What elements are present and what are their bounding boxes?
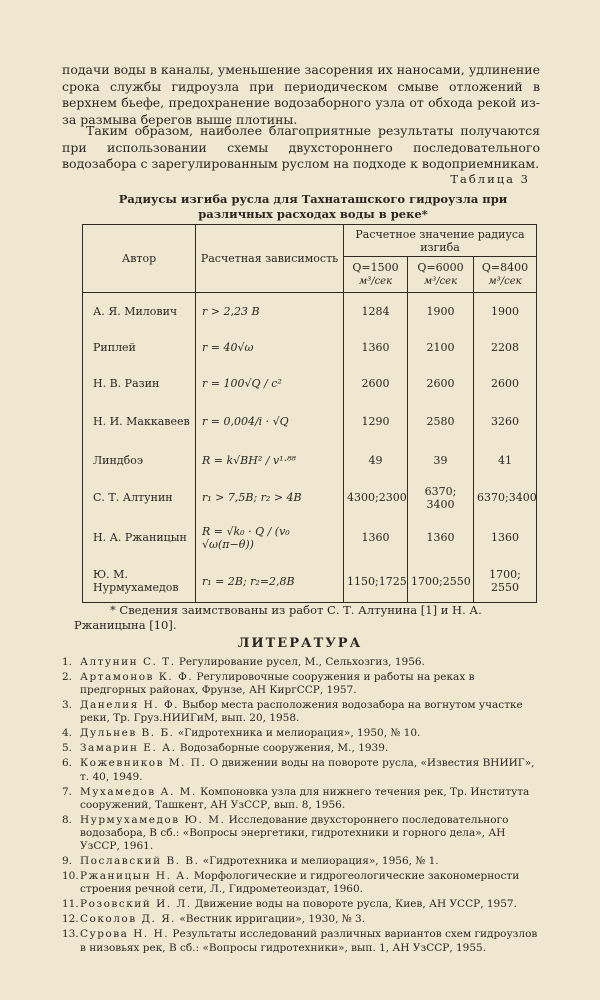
header-author: Автор [83,225,196,293]
list-item: 9. Пославский В. В. «Гидротехника и мелиорация», 1956, № 1. [62,855,439,868]
header-q6000: Q=6000 м³/сек [408,257,474,293]
list-item: 8. Нурмухамедов Ю. М. Исследование двухстороннего последовательного водозабора, В сб.: «Вопросы энергетики, гидротехники и горного дела», АН УзССР, 1961. [62,813,509,853]
list-item: 2. Артамонов К. Ф. Регулировочные сооружения и работы на реках в предгорных районах, Фрунзе, АН КиргССР, 1957. [62,671,475,697]
table-label: Таблица 3 [450,172,530,186]
table-footnote: * Сведения заимствованы из работ С. Т. Алтунина [1] и Н. А. Ржаницына [10]. [74,603,482,632]
header-formula: Расчетная зависимость [196,225,344,293]
header-q1500: Q=1500 м³/сек [344,257,408,293]
paragraph-continuation: подачи воды в каналы, уменьшение засорения их наносами, удлинение срока службы гидроузла при периодическом смыве отложений в верхнем бьефе, предохранение водозаборного узла от обхода рекой из-за размыва берегов выше плотины. [62,62,540,127]
table-row: Ю. М. Нурмухамедов r₁ = 2B; r₂=2,8B 1150;1725 1700;2550 1700; 2550 [83,561,537,603]
list-item: 5. Замарин Е. А. Водозаборные сооружения, М., 1939. [62,742,389,755]
table-row: А. Я. Милович r > 2,23 B 1284 1900 1900 [83,293,537,330]
paragraph-conclusion: Таким образом, наиболее благоприятные результаты получаются при использовании схемы двухстороннего последовательного водозабора с зарегулированным руслом на подходе к водоприемникам. [62,123,540,171]
list-item: 11. Розовский И. Л. Движение воды на повороте русла, Киев, АН УССР, 1957. [62,898,517,911]
references-title: ЛИТЕРАТУРА [237,636,363,651]
list-item: 10. Ржаницын Н. А. Морфологические и гидрогеологические закономерности строения речной сети, Л., Гидрометеоиздат, 1960. [62,870,520,896]
header-q8400: Q=8400 м³/сек [474,257,537,293]
list-item: 12. Соколов Д. Я. «Вестник ирригации», 1930, № 3. [62,913,366,926]
table-title: Радиусы изгиба русла для Тахнаташского гидроузла при различных расходах воды в реке* [118,192,508,221]
list-item: 4. Дульнев В. Б. «Гидротехника и мелиорация», 1950, № 10. [62,727,421,740]
table-row: Н. А. Ржаницын R = √k₀ · Q / (v₀ √ω(π−θ)) 1360 1360 1360 [83,515,537,561]
table-row: Н. И. Маккавеев r = 0,004/i · √Q 1290 2580 3260 [83,403,537,441]
table-row: С. Т. Алтунин r₁ > 7,5B; r₂ > 4B 4300;2300 6370; 3400 6370;3400 [83,481,537,515]
list-item: 1. Алтунин С. Т. Регулирование русел, М., Сельхозгиз, 1956. [62,656,425,668]
list-item: 13. Сурова Н. Н. Результаты исследований различных вариантов схем гидроузлов в низовьях рек, В сб.: «Вопросы гидротехники», вып. 1, АН УзССР, 1955. [62,928,538,954]
bend-radius-table [82,224,537,603]
references-list [62,656,540,957]
table-row: Риплей r = 40√ω 1360 2100 2208 [83,330,537,365]
header-radius-group: Расчетное значение радиуса изгиба [344,225,537,257]
table-row: Линдбоэ R = k√BH² / v¹·⁸⁸ 49 39 41 [83,441,537,481]
list-item: 3. Данелия Н. Ф. Выбор места расположения водозабора на вогнутом участке реки, Тр. Груз.НИИГиМ, вып. 20, 1958. [62,699,523,725]
table-row: Н. В. Разин r = 100√Q / c² 2600 2600 2600 [83,365,537,403]
list-item: 7. Мухамедов А. М. Компоновка узла для нижнего течения рек, Тр. Института сооружений, Ташкент, АН УзССР, вып. 8, 1956. [62,785,530,811]
list-item: 6. Кожевников М. П. О движении воды на повороте русла, «Известия ВНИИГ», т. 40, 1949. [62,757,535,783]
